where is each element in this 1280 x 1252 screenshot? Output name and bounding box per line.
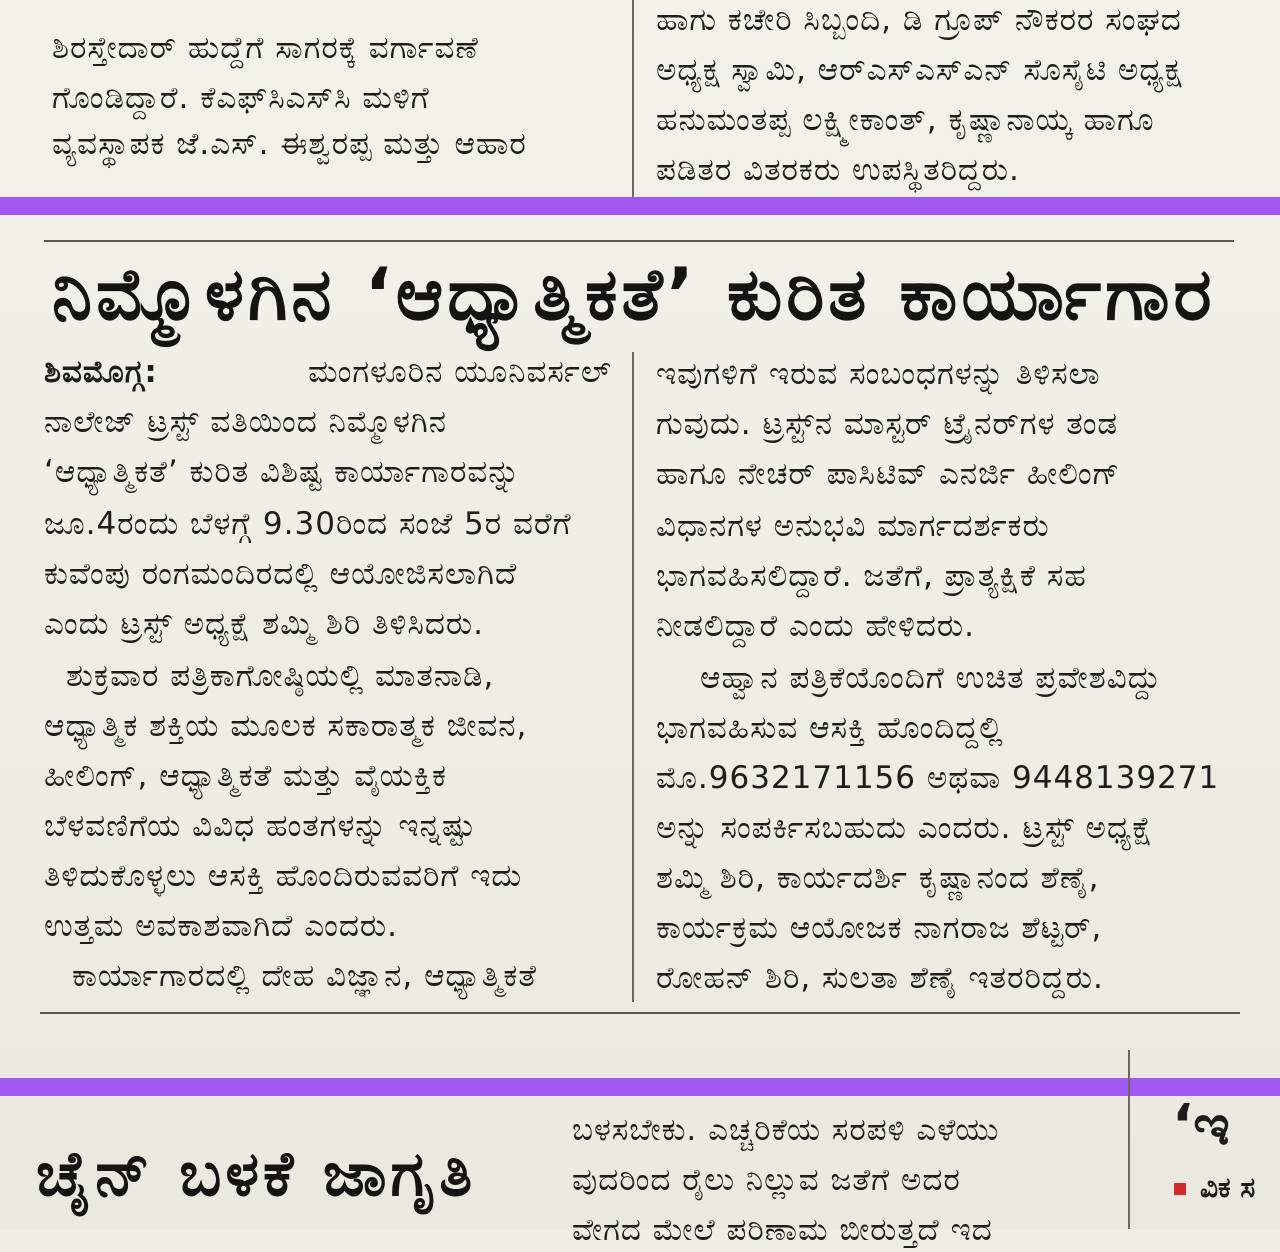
article-headline: ನಿಮ್ಮೊಳಗಿನ ‘ಆಧ್ಯಾತ್ಮಿಕತೆ’ ಕುರಿತ ಕಾರ್ಯಾಗಾರ bbox=[52, 252, 1216, 336]
article-bottom-rule bbox=[40, 1012, 1240, 1014]
article-left-line-1 bbox=[44, 350, 612, 394]
article-left-line-11: ತಿಳಿದುಕೊಳ್ಳಲು ಆಸಕ್ತಿ ಹೊಂದಿರುವವರಿಗೆ ಇದು bbox=[44, 858, 523, 894]
article-left-line-6: ಎಂದು ಟ್ರಸ್ಟ್ ಅಧ್ಯಕ್ಷೆ ಶಮ್ಮಿ ಶಿರಿ ತಿಳಿಸಿದರು. bbox=[44, 606, 484, 642]
article-right-line-12: ಕಾರ್ಯಕ್ರಮ ಆಯೋಜಕ ನಾಗರಾಜ ಶೆಟ್ಟರ್, bbox=[656, 910, 1103, 946]
headline-top-rule bbox=[44, 240, 1234, 242]
bottom-right-line-1: ಬಳಸಬೇಕು. ಎಚ್ಚರಿಕೆಯ ಸರಪಳಿ ಎಳೆಯು bbox=[572, 1112, 1000, 1148]
article-left-line-13: ಕಾರ್ಯಾಗಾರದಲ್ಲಿ ದೇಹ ವಿಜ್ಞಾನ, ಆಧ್ಯಾತ್ಮಿಕತೆ bbox=[72, 958, 538, 994]
article-right-line-3: ಹಾಗೂ ನೇಚರ್ ಪಾಸಿಟಿವ್ ಎನರ್ಜಿ ಹೀಲಿಂಗ್ bbox=[656, 456, 1121, 492]
bottom-headline-line-2: ಚೈನ್ ಬಳಕೆ ಜಾಗೃತಿ bbox=[36, 1137, 477, 1210]
article-left-line-8: ಆಧ್ಯಾತ್ಮಿಕ ಶಕ್ತಿಯ ಮೂಲಕ ಸಕಾರಾತ್ಮಕ ಜೀವನ, bbox=[44, 708, 528, 744]
highlight-band-top bbox=[0, 197, 1280, 215]
highlight-band-bottom bbox=[0, 1078, 1280, 1096]
top-right-line-2: ಅಧ್ಯಕ್ಷ ಸ್ವಾಮಿ, ಆರ್‌ಎಸ್‌ಎಸ್‌ಎನ್ ಸೊಸೈಟಿ ಅಧ್ಯಕ್ಷ bbox=[656, 52, 1183, 88]
side-title-fragment: ‘ಇ bbox=[1172, 1096, 1230, 1158]
article-left-line-12: ಉತ್ತಮ ಅವಕಾಶವಾಗಿದೆ ಎಂದರು. bbox=[44, 908, 399, 944]
top-left-line-2: ಗೊಂಡಿದ್ದಾರೆ. ಕೆಎಫ್‌ಸಿಎಸ್‌ಸಿ ಮಳಿಗೆ bbox=[52, 80, 430, 116]
article-left-line-7: ಶುಕ್ರವಾರ ಪತ್ರಿಕಾಗೋಷ್ಠಿಯಲ್ಲಿ ಮಾತನಾಡಿ, bbox=[66, 658, 495, 694]
article-right-line-2: ಗುವುದು. ಟ್ರಸ್ಟ್‌ನ ಮಾಸ್ಟರ್ ಟ್ರೈನರ್‌ಗಳ ತಂಡ bbox=[656, 406, 1119, 442]
bottom-right-column bbox=[572, 1100, 1092, 1248]
article-right-line-9: ಮೊ.9632171156 ಅಥವಾ 9448139271 bbox=[656, 760, 1220, 796]
side-item bbox=[1174, 1170, 1255, 1206]
article-left-line-4: ಜೂ.4ರಂದು ಬೆಳಗ್ಗೆ 9.30ರಿಂದ ಸಂಜೆ 5ರ ವರೆಗೆ bbox=[44, 506, 572, 542]
red-bullet-icon bbox=[1174, 1183, 1186, 1195]
top-right-line-3: ಹನುಮಂತಪ್ಪ ಲಕ್ಷ್ಮೀಕಾಂತ್, ಕೃಷ್ಣಾನಾಯ್ಕ ಹಾಗೂ bbox=[656, 102, 1155, 138]
dateline: ಶಿವಮೊಗ್ಗ: bbox=[44, 354, 158, 390]
article-left-line-5: ಕುವೆಂಪು ರಂಗಮಂದಿರದಲ್ಲಿ ಆಯೋಜಿಸಲಾಗಿದೆ bbox=[44, 556, 518, 592]
top-right-line-4: ಪಡಿತರ ವಿತರಕರು ಉಪಸ್ಥಿತರಿದ್ದರು. bbox=[656, 152, 1020, 188]
article-left-line-3: ‘ಆಧ್ಯಾತ್ಮಿಕತೆ’ ಕುರಿತ ವಿಶಿಷ್ಟ ಕಾರ್ಯಾಗಾರವನ್ನು bbox=[44, 454, 521, 490]
top-right-column bbox=[656, 0, 1236, 200]
article-right-line-8: ಭಾಗವಹಿಸುವ ಆಸಕ್ತಿ ಹೊಂದಿದ್ದಲ್ಲಿ bbox=[656, 710, 1004, 746]
top-left-line-3: ವ್ಯವಸ್ಥಾಪಕ ಜೆ.ಎಸ್. ಈಶ್ವರಪ್ಪ ಮತ್ತು ಆಹಾರ bbox=[52, 126, 527, 162]
article-right-line-13: ರೋಹನ್ ಶಿರಿ, ಸುಲತಾ ಶೆಣೈ ಇತರರಿದ್ದರು. bbox=[656, 960, 1104, 996]
bottom-right-line-3: ವೇಗದ ಮೇಲೆ ಪರಿಣಾಮ ಬೀರುತ್ತದೆ ಇದ bbox=[572, 1212, 993, 1248]
side-box bbox=[1160, 1096, 1280, 1229]
article-left-column bbox=[44, 350, 612, 1000]
article-right-line-5: ಭಾಗವಹಿಸಲಿದ್ದಾರೆ. ಜತೆಗೆ, ಪ್ರಾತ್ಯಕ್ಷಿಕೆ ಸಹ bbox=[656, 558, 1087, 594]
article-right-line-11: ಶಮ್ಮಿ ಶಿರಿ, ಕಾರ್ಯದರ್ಶಿ ಕೃಷ್ಣಾನಂದ ಶೆಣೈ, bbox=[656, 860, 1100, 896]
top-left-column bbox=[52, 0, 612, 200]
article-left-line-10: ಬೆಳವಣಿಗೆಯ ವಿವಿಧ ಹಂತಗಳನ್ನು ಇನ್ನಷ್ಟು bbox=[44, 808, 477, 844]
bottom-right-line-2: ವುದರಿಂದ ರೈಲು ನಿಲ್ಲುವ ಜತೆಗೆ ಅದರ bbox=[572, 1162, 961, 1198]
top-right-line-1: ಹಾಗು ಕಚೇರಿ ಸಿಬ್ಬಂದಿ, ಡಿ ಗ್ರೂಪ್ ನೌಕರರ ಸಂಘದ bbox=[656, 2, 1182, 38]
article-right-line-1: ಇವುಗಳಿಗೆ ಇರುವ ಸಂಬಂಧಗಳನ್ನು ತಿಳಿಸಲಾ bbox=[656, 356, 1101, 392]
article-right-column bbox=[656, 352, 1236, 1002]
article-right-line-7: ಆಹ್ವಾನ ಪತ್ರಿಕೆಯೊಂದಿಗೆ ಉಚಿತ ಪ್ರವೇಶವಿದ್ದು bbox=[700, 660, 1162, 696]
top-column-divider bbox=[632, 0, 634, 200]
side-item-text: ವಿಕ ಸ bbox=[1200, 1171, 1256, 1204]
article-right-line-10: ಅನ್ನು ಸಂಪರ್ಕಿಸಬಹುದು ಎಂದರು. ಟ್ರಸ್ಟ್ ಅಧ್ಯಕ್ಷೆ bbox=[656, 810, 1154, 846]
top-left-line-1: ಶಿರಸ್ತೇದಾರ್ ಹುದ್ದೆಗೆ ಸಾಗರಕ್ಕೆ ವರ್ಗಾವಣೆ bbox=[52, 30, 479, 66]
article-left-line-2: ನಾಲೇಜ್ ಟ್ರಸ್ಟ್ ವತಿಯಿಂದ ನಿಮ್ಮೊಳಗಿನ bbox=[44, 404, 447, 440]
article-right-line-4: ವಿಧಾನಗಳ ಅನುಭವಿ ಮಾರ್ಗದರ್ಶಕರು bbox=[656, 508, 1050, 544]
article-left-line-9: ಹೀಲಿಂಗ್, ಆಧ್ಯಾತ್ಮಿಕತೆ ಮತ್ತು ವೈಯಕ್ತಿಕ bbox=[44, 758, 447, 794]
article-right-line-6: ನೀಡಲಿದ್ದಾರೆ ಎಂದು ಹೇಳಿದರು. bbox=[656, 608, 975, 644]
first-line-rest: ಮಂಗಳೂರಿನ ಯೂನಿವರ್ಸಲ್ bbox=[308, 354, 612, 390]
bottom-side-divider bbox=[1128, 1050, 1130, 1229]
article-column-divider bbox=[632, 352, 634, 1002]
